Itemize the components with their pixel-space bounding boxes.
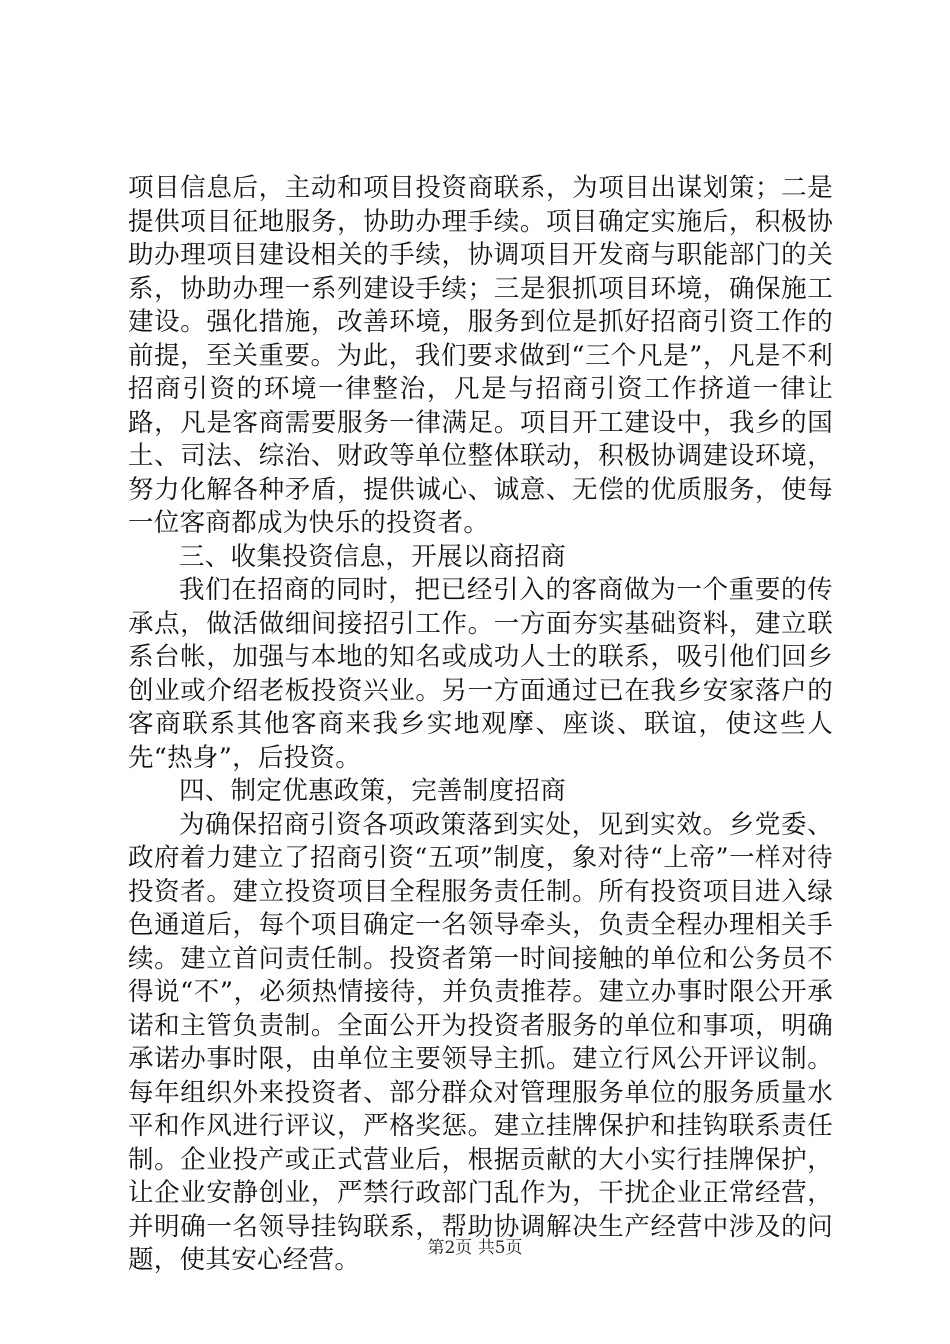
paragraph-body: 为确保招商引资各项政策落到实处，见到实效。乡党委、政府着力建立了招商引资“五项”制度，象对待“上帝”一样对待投资者。建立投资项目全程服务责任制。所有投资项目进入绿色通道后，每个项目确定一名领导牵头，负责全程办理相关手续。建立首问责任制。投资者第一时间接触的单位和公务员不得说“不”，必须热情接待，并负责推荐。建立办事时限公开承诺和主管负责制。全面公开为投资者服务的单位和事项，明确承诺办事时限，由单位主要领导主抓。建立行风公开评议制。每年组织外来投资者、部分群众对管理服务单位的服务质量水平和作风进行评议，严格奖惩。建立挂牌保护和挂钩联系责任制。企业投产或正式营业后，根据贡献的大小实行挂牌保护，让企业安静创业，严禁行政部门乱作为，干扰企业正常经营，并明确一名领导挂钩联系，帮助协调解决生产经营中涉及的问题，使其安心经营。 xyxy=(128,809,833,1275)
section-heading: 四、制定优惠政策，完善制度招商 xyxy=(179,776,567,806)
page-footer xyxy=(0,1233,950,1258)
page-number-label: 第2页 共5页 xyxy=(427,1238,523,1258)
paragraph-body: 项目信息后，主动和项目投资商联系，为项目出谋划策；二是提供项目征地服务，协助办理手续。项目确定实施后，积极协助办理项目建设相关的手续，协调项目开发商与职能部门的关系，协助办理一系列建设手续；三是狠抓项目环境，确保施工建设。强化措施，改善环境，服务到位是抓好招商引资工作的前提，至关重要。为此，我们要求做到“三个凡是”，凡是不利招商引资的环境一律整治，凡是与招商引资工作挤道一律让路，凡是客商需要服务一律满足。项目开工建设中，我乡的国土、司法、综治、财政等单位整体联动，积极协调建设环境，努力化解各种矛盾，提供诚心、诚意、无偿的优质服务，使每一位客商都成为快乐的投资者。 xyxy=(128,173,833,538)
paragraph-body: 我们在招商的同时，把已经引入的客商做为一个重要的传承点，做活做细间接招引工作。一方面夯实基础资料，建立联系台帐，加强与本地的知名或成功人士的联系，吸引他们回乡创业或介绍老板投资兴业。另一方面通过已在我乡安家落户的客商联系其他客商来我乡实地观摩、座谈、联谊，使这些人先“热身”，后投资。 xyxy=(128,575,833,773)
section-heading: 三、收集投资信息，开展以商招商 xyxy=(179,541,567,572)
document-body xyxy=(128,172,833,1278)
